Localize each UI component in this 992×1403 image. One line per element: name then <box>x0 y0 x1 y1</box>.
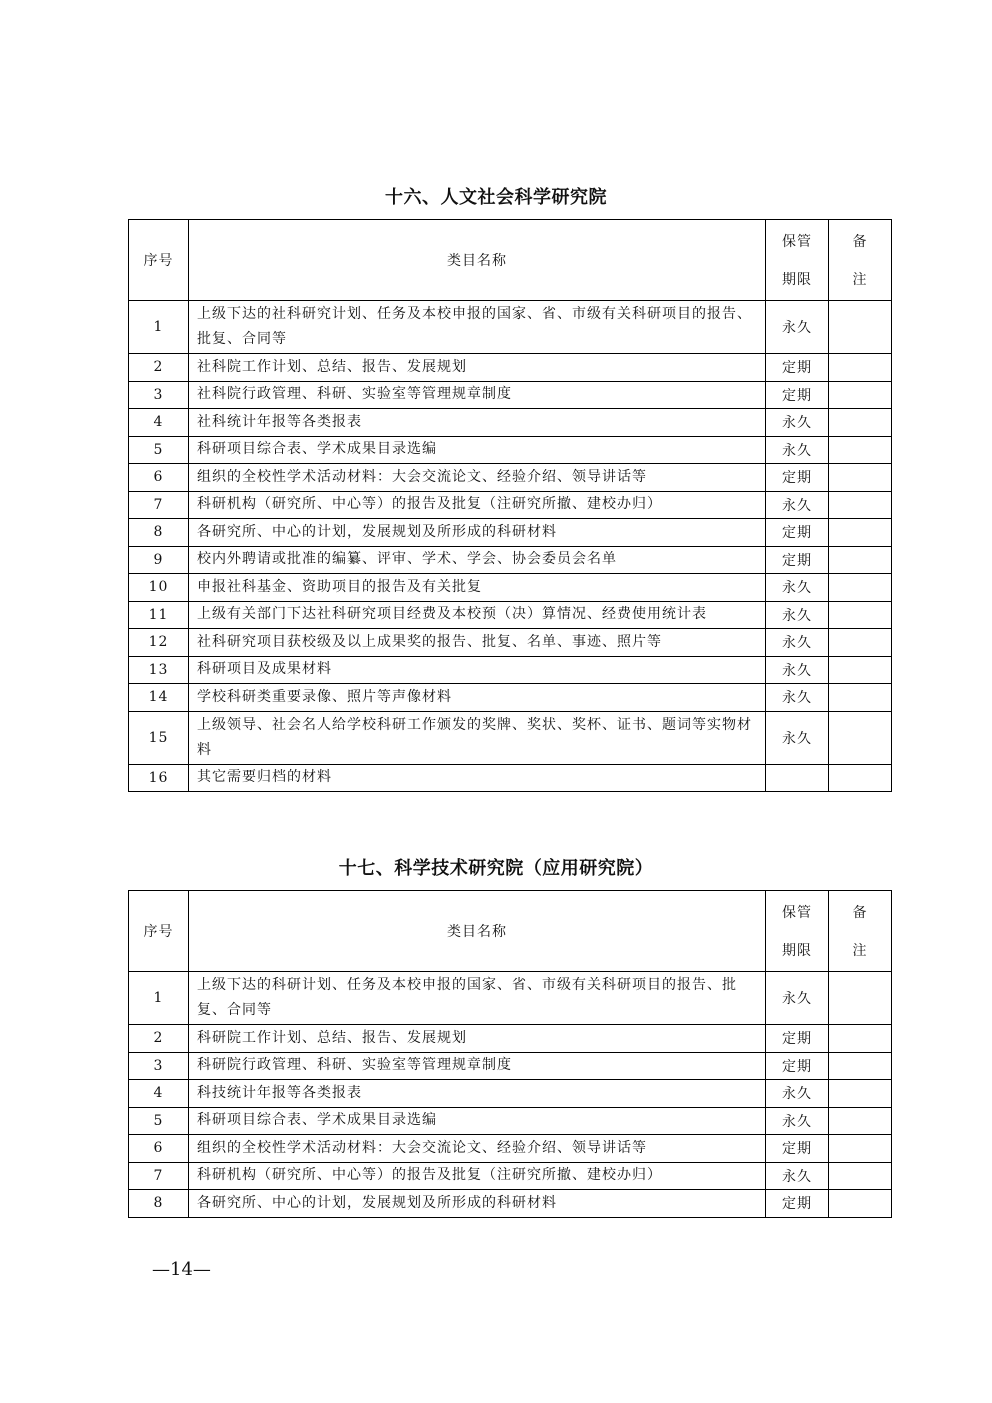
row-category-name <box>189 381 766 409</box>
row-number: 5 <box>129 436 189 464</box>
table-row <box>129 1052 892 1080</box>
row-category-name <box>189 491 766 519</box>
row-category-name <box>189 1190 766 1218</box>
row-remarks <box>829 1025 892 1053</box>
row-retention-period: 定期 <box>766 1135 829 1163</box>
table-body-17 <box>129 972 892 1218</box>
row-number: 4 <box>129 1080 189 1108</box>
header-name: 类目名称 <box>189 220 766 301</box>
table-row <box>129 684 892 712</box>
row-remarks <box>829 1080 892 1108</box>
row-category-name <box>189 1135 766 1163</box>
row-retention-period: 永久 <box>766 1107 829 1135</box>
section-title-17: 十七、科学技术研究院（应用研究院） <box>338 858 654 879</box>
row-remarks <box>829 1190 892 1218</box>
row-retention-period: 定期 <box>766 1025 829 1053</box>
header-name: 类目名称 <box>189 891 766 972</box>
row-category-text: 其它需要归档的材料 <box>197 769 332 786</box>
row-retention-period: 永久 <box>766 684 829 712</box>
row-category-text: 社科统计年报等各类报表 <box>197 413 362 430</box>
row-remarks <box>829 409 892 437</box>
row-remarks <box>829 1107 892 1135</box>
row-category-text: 社科研究项目获校级及以上成果奖的报告、批复、名单、事迹、照片等 <box>197 633 662 650</box>
row-category-name <box>189 574 766 602</box>
row-remarks <box>829 684 892 712</box>
table-row <box>129 301 892 354</box>
row-retention-period: 定期 <box>766 546 829 574</box>
table-row <box>129 629 892 657</box>
table-row <box>129 1025 892 1053</box>
row-category-text: 各研究所、中心的计划，发展规划及所形成的科研材料 <box>197 523 557 540</box>
row-remarks <box>829 491 892 519</box>
row-number: 9 <box>129 546 189 574</box>
header-keep-line1: 保管 <box>782 234 812 250</box>
table-row <box>129 354 892 382</box>
row-category-text: 科研项目综合表、学术成果目录选编 <box>197 441 437 458</box>
header-note-line1: 备 <box>852 905 868 921</box>
row-remarks <box>829 656 892 684</box>
row-category-name <box>189 436 766 464</box>
row-retention-period: 定期 <box>766 1190 829 1218</box>
row-number: 1 <box>129 301 189 354</box>
row-remarks <box>829 601 892 629</box>
header-keep <box>766 891 829 972</box>
row-category-text: 学校科研类重要录像、照片等声像材料 <box>197 688 452 705</box>
table-body-16 <box>129 301 892 792</box>
row-category-text: 校内外聘请或批准的编纂、评审、学术、学会、协会委员会名单 <box>197 551 617 568</box>
row-number: 6 <box>129 464 189 492</box>
table-row <box>129 764 892 792</box>
table-row <box>129 1162 892 1190</box>
row-remarks <box>829 972 892 1025</box>
table-row <box>129 711 892 764</box>
row-remarks <box>829 1052 892 1080</box>
row-remarks <box>829 436 892 464</box>
row-category-name <box>189 301 766 354</box>
row-retention-period: 定期 <box>766 464 829 492</box>
row-remarks <box>829 546 892 574</box>
row-number: 2 <box>129 1025 189 1053</box>
row-category-name <box>189 409 766 437</box>
header-note <box>829 220 892 301</box>
row-number: 14 <box>129 684 189 712</box>
row-number: 7 <box>129 491 189 519</box>
row-number: 7 <box>129 1162 189 1190</box>
row-category-text: 组织的全校性学术活动材料：大会交流论文、经验介绍、领导讲话等 <box>197 1139 647 1156</box>
header-note-line1: 备 <box>852 234 868 250</box>
row-retention-period: 永久 <box>766 491 829 519</box>
header-note-line2: 注 <box>852 943 868 959</box>
row-number: 5 <box>129 1107 189 1135</box>
row-remarks <box>829 1135 892 1163</box>
header-keep-line2: 期限 <box>782 272 812 288</box>
table-row <box>129 972 892 1025</box>
records-table-16 <box>128 219 892 792</box>
row-category-name <box>189 1080 766 1108</box>
row-number: 12 <box>129 629 189 657</box>
row-remarks <box>829 354 892 382</box>
row-number: 8 <box>129 1190 189 1218</box>
row-category-text: 各研究所、中心的计划，发展规划及所形成的科研材料 <box>197 1194 557 1211</box>
row-number: 13 <box>129 656 189 684</box>
table-row <box>129 1107 892 1135</box>
row-retention-period: 定期 <box>766 519 829 547</box>
row-category-name <box>189 1025 766 1053</box>
table-row <box>129 574 892 602</box>
table-row <box>129 436 892 464</box>
row-category-text: 上级有关部门下达社科研究项目经费及本校预（决）算情况、经费使用统计表 <box>197 606 707 623</box>
table-row <box>129 491 892 519</box>
row-remarks <box>829 381 892 409</box>
row-category-text: 上级下达的科研计划、任务及本校申报的国家、省、市级有关科研项目的报告、批复、合同等 <box>197 977 737 1018</box>
row-category-text: 科研机构（研究所、中心等）的报告及批复（注研究所撤、建校办归） <box>197 1167 662 1184</box>
row-category-text: 科研院行政管理、科研、实验室等管理规章制度 <box>197 1057 512 1074</box>
row-category-text: 组织的全校性学术活动材料：大会交流论文、经验介绍、领导讲话等 <box>197 468 647 485</box>
row-retention-period: 永久 <box>766 574 829 602</box>
table-row <box>129 1190 892 1218</box>
row-number: 8 <box>129 519 189 547</box>
row-category-name <box>189 546 766 574</box>
row-number: 16 <box>129 764 189 792</box>
header-keep <box>766 220 829 301</box>
table-row <box>129 656 892 684</box>
row-retention-period: 永久 <box>766 301 829 354</box>
table-row <box>129 519 892 547</box>
table-row <box>129 1080 892 1108</box>
header-keep-line1: 保管 <box>782 905 812 921</box>
row-category-text: 科研项目综合表、学术成果目录选编 <box>197 1112 437 1129</box>
table-header-row <box>129 220 892 301</box>
header-no: 序号 <box>129 891 189 972</box>
row-category-text: 科研院工作计划、总结、报告、发展规划 <box>197 1029 467 1046</box>
records-table-17 <box>128 890 892 1218</box>
table-row <box>129 1135 892 1163</box>
row-category-text: 社科院工作计划、总结、报告、发展规划 <box>197 358 467 375</box>
row-category-name <box>189 684 766 712</box>
row-retention-period: 定期 <box>766 1052 829 1080</box>
row-category-name <box>189 656 766 684</box>
row-category-text: 上级下达的社科研究计划、任务及本校申报的国家、省、市级有关科研项目的报告、批复、合同等 <box>197 306 752 347</box>
row-category-text: 科研机构（研究所、中心等）的报告及批复（注研究所撤、建校办归） <box>197 496 662 513</box>
row-retention-period: 永久 <box>766 711 829 764</box>
row-retention-period <box>766 764 829 792</box>
row-category-text: 科技统计年报等各类报表 <box>197 1084 362 1101</box>
table-row <box>129 381 892 409</box>
header-no: 序号 <box>129 220 189 301</box>
table-row <box>129 601 892 629</box>
row-remarks <box>829 574 892 602</box>
row-remarks <box>829 711 892 764</box>
row-retention-period: 永久 <box>766 1162 829 1190</box>
table-row <box>129 546 892 574</box>
row-category-name <box>189 1162 766 1190</box>
row-category-name <box>189 629 766 657</box>
row-number: 2 <box>129 354 189 382</box>
row-category-text: 申报社科基金、资助项目的报告及有关批复 <box>197 578 482 595</box>
table-row <box>129 409 892 437</box>
header-note-line2: 注 <box>852 272 868 288</box>
row-number: 3 <box>129 1052 189 1080</box>
table-row <box>129 464 892 492</box>
row-number: 3 <box>129 381 189 409</box>
row-retention-period: 永久 <box>766 972 829 1025</box>
row-number: 1 <box>129 972 189 1025</box>
row-remarks <box>829 519 892 547</box>
page-number: —14— <box>152 1259 211 1280</box>
row-retention-period: 永久 <box>766 409 829 437</box>
row-category-name <box>189 711 766 764</box>
row-remarks <box>829 764 892 792</box>
row-retention-period: 定期 <box>766 354 829 382</box>
row-category-text: 上级领导、社会名人给学校科研工作颁发的奖牌、奖状、奖杯、证书、题词等实物材料 <box>197 716 752 758</box>
row-remarks <box>829 464 892 492</box>
row-category-text: 科研项目及成果材料 <box>197 661 332 678</box>
section-title-16: 十六、人文社会科学研究院 <box>385 187 607 208</box>
table-header-row <box>129 891 892 972</box>
row-category-name <box>189 354 766 382</box>
row-remarks <box>829 301 892 354</box>
row-retention-period: 永久 <box>766 436 829 464</box>
row-category-name <box>189 601 766 629</box>
row-remarks <box>829 1162 892 1190</box>
header-keep-line2: 期限 <box>782 943 812 959</box>
row-number: 15 <box>129 711 189 764</box>
row-category-name <box>189 1052 766 1080</box>
row-category-name <box>189 519 766 547</box>
row-number: 11 <box>129 601 189 629</box>
header-note <box>829 891 892 972</box>
row-retention-period: 永久 <box>766 1080 829 1108</box>
row-retention-period: 定期 <box>766 381 829 409</box>
row-category-text: 社科院行政管理、科研、实验室等管理规章制度 <box>197 386 512 403</box>
row-category-name <box>189 464 766 492</box>
row-number: 4 <box>129 409 189 437</box>
row-retention-period: 永久 <box>766 656 829 684</box>
row-number: 6 <box>129 1135 189 1163</box>
row-category-name <box>189 972 766 1025</box>
row-category-name <box>189 1107 766 1135</box>
row-category-name <box>189 764 766 792</box>
row-retention-period: 永久 <box>766 629 829 657</box>
row-number: 10 <box>129 574 189 602</box>
row-remarks <box>829 629 892 657</box>
row-retention-period: 永久 <box>766 601 829 629</box>
